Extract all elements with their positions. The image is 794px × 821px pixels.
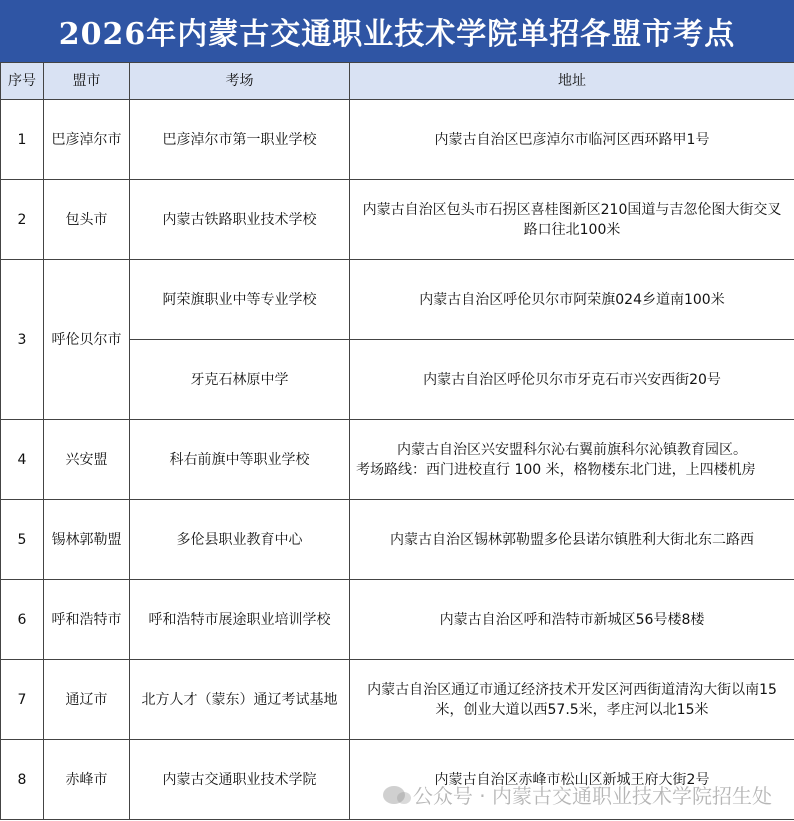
row-no: 2: [1, 180, 44, 260]
table-row: [1, 180, 794, 260]
exam-site-table: [0, 62, 794, 820]
row-no: 5: [1, 500, 44, 580]
header-no: 序号: [1, 63, 44, 100]
row-city: 巴彦淖尔市: [44, 100, 130, 180]
row-no: 6: [1, 580, 44, 660]
table-row: [1, 260, 794, 340]
table-row: [1, 580, 794, 660]
row-no: 3: [1, 260, 44, 420]
row-no: 8: [1, 740, 44, 820]
row-no: 7: [1, 660, 44, 740]
watermark-text: 公众号 · 内蒙古交通职业技术学院招生处: [412, 784, 772, 808]
route-line: 考场路线：西门进校直行 100 米，格物楼东北门进，上四楼机房: [356, 461, 756, 478]
header-address: 地址: [350, 63, 794, 100]
row-city: 包头市: [44, 180, 130, 260]
row-address: 内蒙古自治区呼伦贝尔市阿荣旗024乡道南100米: [350, 260, 794, 340]
row-address: 内蒙古自治区呼和浩特市新城区56号楼8楼: [350, 580, 794, 660]
row-address: 内蒙古自治区巴彦淖尔市临河区西环路甲1号: [350, 100, 794, 180]
row-site: 巴彦淖尔市第一职业学校: [130, 100, 350, 180]
row-city: 通辽市: [44, 660, 130, 740]
row-address: 内蒙古自治区呼伦贝尔市牙克石市兴安西街20号: [350, 340, 794, 420]
header-site: 考场: [130, 63, 350, 100]
header-city: 盟市: [44, 63, 130, 100]
row-site: 内蒙古交通职业技术学院: [130, 740, 350, 820]
page-title: 2026年内蒙古交通职业技术学院单招各盟市考点: [0, 0, 794, 62]
row-city: 呼伦贝尔市: [44, 260, 130, 420]
row-site: 多伦县职业教育中心: [130, 500, 350, 580]
row-site: 内蒙古铁路职业技术学校: [130, 180, 350, 260]
row-city: 赤峰市: [44, 740, 130, 820]
row-city: 兴安盟: [44, 420, 130, 500]
row-address: [350, 420, 794, 500]
address-line: 内蒙古自治区兴安盟科尔沁右翼前旗科尔沁镇教育园区。: [397, 441, 747, 458]
row-site: 呼和浩特市展途职业培训学校: [130, 580, 350, 660]
row-site: 牙克石林原中学: [130, 340, 350, 420]
row-city: 锡林郭勒盟: [44, 500, 130, 580]
row-no: 4: [1, 420, 44, 500]
table-row: [1, 660, 794, 740]
table-row: [1, 740, 794, 820]
row-address: 内蒙古自治区通辽市通辽经济技术开发区河西街道清沟大街以南15米，创业大道以西57.5米，孝庄河以北15米: [350, 660, 794, 740]
row-no: 1: [1, 100, 44, 180]
row-address: 内蒙古自治区锡林郭勒盟多伦县诺尔镇胜利大街北东二路西: [350, 500, 794, 580]
table-row: [1, 100, 794, 180]
row-site: 科右前旗中等职业学校: [130, 420, 350, 500]
row-address: 内蒙古自治区赤峰市松山区新城王府大街2号: [350, 740, 794, 820]
table-row: [1, 420, 794, 500]
row-city: 呼和浩特市: [44, 580, 130, 660]
row-address: 内蒙古自治区包头市石拐区喜桂图新区210国道与吉忽伦图大街交叉路口往北100米: [350, 180, 794, 260]
row-site: 阿荣旗职业中等专业学校: [130, 260, 350, 340]
row-site: 北方人才（蒙东）通辽考试基地: [130, 660, 350, 740]
table-header-row: [1, 63, 794, 100]
table-row: [1, 500, 794, 580]
